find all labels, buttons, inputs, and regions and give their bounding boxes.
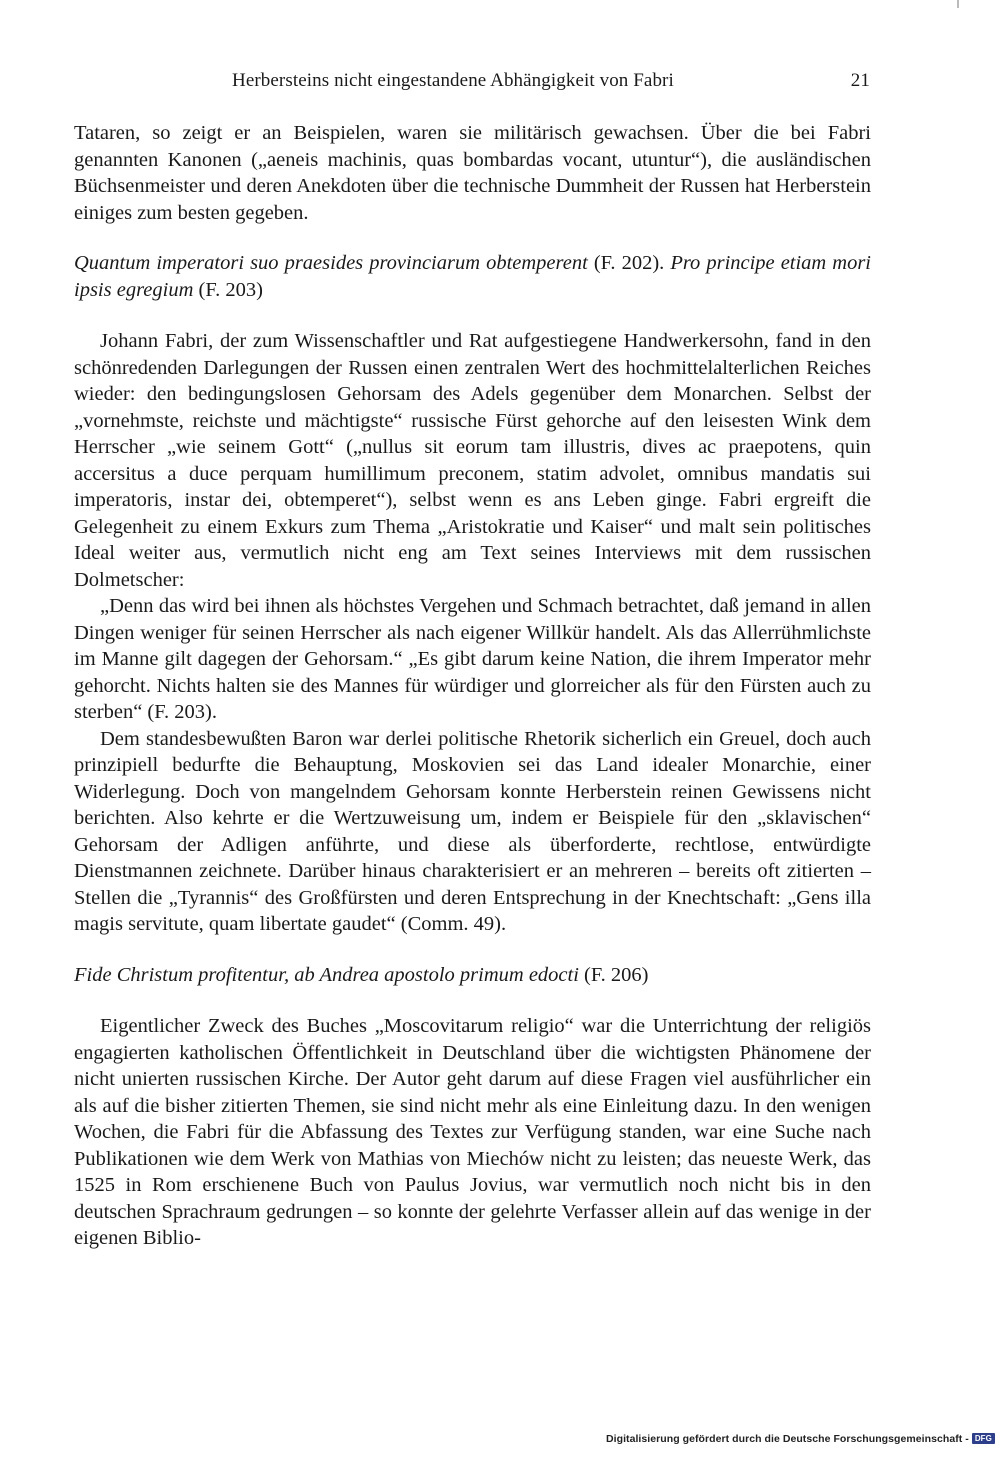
dfg-logo: DFG xyxy=(972,1433,995,1444)
paragraph-1: Tataren, so zeigt er an Beispielen, waren sie militärisch gewachsen. Über die bei Fabri genannten Kanonen („aeneis machinis, quas bombardas vocant, utuntur“), die ausländischen Büchsenmeister und deren Anekdoten über die technische Dummheit der Russen hat Herberstein einiges zum besten gegeben. xyxy=(74,122,871,224)
heading-1-ref-2: (F. 203) xyxy=(193,278,263,301)
paragraph-5: Eigentlicher Zweck des Buches „Moscovitarum religio“ war die Unterrichtung der religiös engagierten katholischen Öffentlichkeit in Deutschland über die wichtigsten Phänomene der nicht unierten russischen Kirche. Der Autor geht darum auf diese Fragen viel ausführlicher ein als auf die bisher zitierten Themen, sie sind nicht mehr als eine Einleitung dazu. In den wenigen Wochen, die Fabri für die Abfassung des Textes zur Verfügung standen, war eine Suche nach Publikationen wie dem Werk von Mathias von Miechów nicht zu leisten; das neueste Werk, das 1525 in Rom erschienene Buch von Paulus Jovius, war vermutlich noch nicht bis in den deutschen Sprachraum gedrungen – so konnte der gelehrte Verfasser allein auf das wenige in der eigenen Biblio- xyxy=(74,1015,871,1249)
scan-edge-mark xyxy=(957,0,959,8)
paragraph-4: Dem standesbewußten Baron war derlei politische Rhetorik sicherlich ein Greuel, doch auch prinzipiell bedurfte die Behauptung, Moskovien sei das Land idealer Monarchie, einer Widerlegung. Doch von mangelndem Gehorsam konnte Herberstein reinen Gewissens nicht berichten. Also kehrte er die Wertzuweisung um, indem er Beispiele für den „sklavischen“ Gehorsam der Adligen anführte, und diese als überforderte, rechtlose, entwürdigte Dienstmannen zeichnete. Darüber hinaus charakterisiert er an mehreren – bereits oft zitierten – Stellen die „Tyrannis“ des Großfürsten und deren Entsprechung in der Knechtschaft: „Gens illa magis servitute, quam libertate gaudet“ (Comm. 49). xyxy=(74,727,871,935)
section-heading-1 xyxy=(74,250,871,303)
running-head xyxy=(74,70,870,100)
heading-1-latin-2: Pro principe etiam mori ipsis egregium xyxy=(74,252,871,301)
section-heading-2 xyxy=(74,962,871,989)
paragraph-3-quote: „Denn das wird bei ihnen als höchstes Vergehen und Schmach betrachtet, daß jemand in allen Dingen weniger für seinen Herrscher als nach eigener Willkür handelt. Als das Allerrühmlichste im Manne gilt dagegen der Gehorsam.“ „Es gibt darum keine Nation, die ihrem Imperator mehr gehorcht. Nichts halten sie des Mannes für würdiger und glorreicher als für den Fürsten auch zu sterben“ (F. 203). xyxy=(74,595,871,723)
heading-2-latin-1: Fide Christum profitentur, ab Andrea apostolo primum edocti xyxy=(74,963,579,986)
heading-1-ref-1: (F. 202). xyxy=(587,252,671,274)
footer-text: Digitalisierung gefördert durch die Deutsche Forschungsgemeinschaft - xyxy=(606,1433,969,1445)
digitization-footer xyxy=(606,1433,995,1449)
main-text xyxy=(74,120,871,1252)
heading-1-latin-1: Quantum imperatori suo praesides provinciarum obtemperent xyxy=(74,252,588,274)
page-number: 21 xyxy=(850,70,870,91)
paragraph-2: Johann Fabri, der zum Wissenschaftler und Rat aufgestiegene Handwerkersohn, fand in den schönredenden Darlegungen der Russen einen zentralen Wert des hochmittelalterlichen Reiches wieder: den bedingungslosen Gehorsam des Adels gegenüber dem Monarchen. Selbst der „vornehmste, reichste und mächtigste“ russische Fürst gehorche auf den leisesten Wink dem Herrscher „wie seinem Gott“ („nullus sit eorum tam illustris, dives ac praepotens, quin accersitus a duce perquam humillimum preconem, statim advolet, omnibus mandatis sui imperatoris, instar dei, obtemperet“), selbst wenn es ans Leben ginge. Fabri ergreift die Gelegenheit zu einem Exkurs zum Thema „Aristokratie und Kaiser“ und malt sein politisches Ideal weiter aus, vermutlich nicht eng am Text seines Interviews mit dem russischen Dolmetscher: xyxy=(74,330,871,591)
running-head-title: Herbersteins nicht eingestandene Abhängigkeit von Fabri xyxy=(232,70,674,91)
heading-2-ref-1: (F. 206) xyxy=(578,963,649,986)
